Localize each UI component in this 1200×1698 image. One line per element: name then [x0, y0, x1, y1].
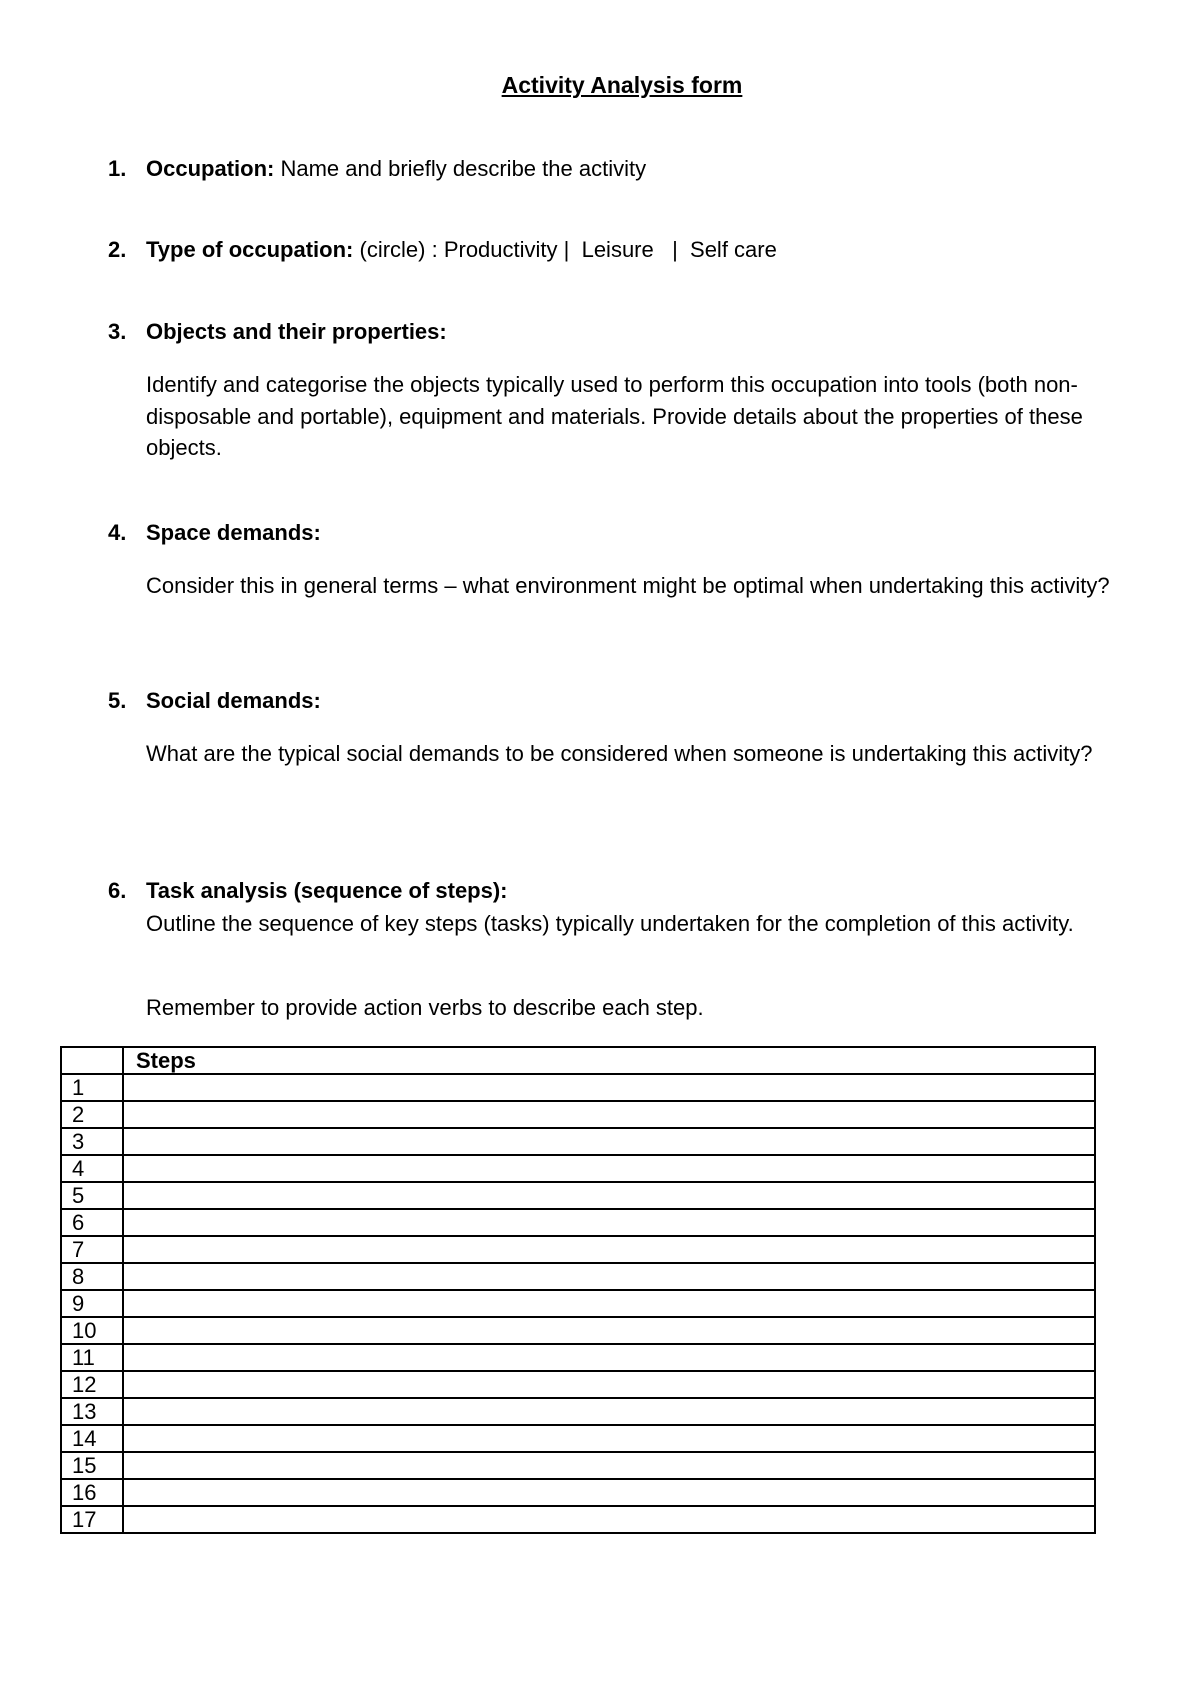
section-heading: Occupation: [146, 156, 275, 181]
table-row [61, 1128, 1095, 1155]
section-heading: Type of occupation: [146, 237, 354, 262]
table-row [61, 1209, 1095, 1236]
step-number-cell: 11 [61, 1344, 123, 1371]
table-row [61, 1425, 1095, 1452]
step-entry-cell[interactable] [123, 1290, 1095, 1317]
step-entry-cell[interactable] [123, 1317, 1095, 1344]
section-number: 5. [108, 688, 127, 713]
section-social-description: What are the typical social demands to be considered when someone is undertaking this activity? [146, 741, 1093, 766]
step-entry-cell[interactable] [123, 1182, 1095, 1209]
step-number-cell: 1 [61, 1074, 123, 1101]
step-number-cell: 13 [61, 1398, 123, 1425]
step-number-cell: 12 [61, 1371, 123, 1398]
section-heading-line [146, 234, 777, 266]
table-row [61, 1317, 1095, 1344]
section-inline-text: Name and briefly describe the activity [280, 156, 647, 181]
section-heading-line [146, 517, 321, 549]
step-number-cell: 3 [61, 1128, 123, 1155]
step-number-cell: 6 [61, 1209, 123, 1236]
section-inline-text: (circle) : Productivity | Leisure | Self care [359, 237, 777, 262]
step-entry-cell[interactable] [123, 1074, 1095, 1101]
step-entry-cell[interactable] [123, 1263, 1095, 1290]
section-heading: Objects and their properties: [146, 319, 447, 344]
section-number: 4. [108, 520, 127, 545]
section-number: 1. [108, 156, 127, 181]
table-header-number-cell [61, 1047, 123, 1074]
table-row [61, 1236, 1095, 1263]
step-entry-cell[interactable] [123, 1425, 1095, 1452]
step-number-cell: 17 [61, 1506, 123, 1533]
steps-table [60, 1046, 1096, 1534]
table-row [61, 1398, 1095, 1425]
step-number-cell: 9 [61, 1290, 123, 1317]
step-entry-cell[interactable] [123, 1236, 1095, 1263]
table-header-row [61, 1047, 1095, 1074]
step-entry-cell[interactable] [123, 1128, 1095, 1155]
table-header-steps: Steps [123, 1047, 1095, 1074]
section-number: 3. [108, 319, 127, 344]
table-row [61, 1182, 1095, 1209]
section-number: 2. [108, 237, 127, 262]
table-row [61, 1155, 1095, 1182]
table-row [61, 1101, 1095, 1128]
step-number-cell: 8 [61, 1263, 123, 1290]
section-heading: Social demands: [146, 688, 321, 713]
step-number-cell: 2 [61, 1101, 123, 1128]
step-number-cell: 14 [61, 1425, 123, 1452]
table-row [61, 1479, 1095, 1506]
step-number-cell: 4 [61, 1155, 123, 1182]
page-title: Activity Analysis form [501, 72, 743, 98]
section-space-description: Consider this in general terms – what environment might be optimal when undertaking this activity? [146, 573, 1110, 598]
section-number: 6. [108, 878, 127, 903]
table-row [61, 1074, 1095, 1101]
step-entry-cell[interactable] [123, 1371, 1095, 1398]
step-entry-cell[interactable] [123, 1479, 1095, 1506]
section-task-description: Outline the sequence of key steps (tasks) typically undertaken for the completion of this activity. [146, 911, 1074, 936]
step-entry-cell[interactable] [123, 1101, 1095, 1128]
section-heading-line [146, 153, 646, 185]
section-heading-line [146, 316, 447, 348]
step-entry-cell[interactable] [123, 1155, 1095, 1182]
step-entry-cell[interactable] [123, 1344, 1095, 1371]
table-row [61, 1344, 1095, 1371]
step-entry-cell[interactable] [123, 1209, 1095, 1236]
section-heading: Task analysis (sequence of steps): [146, 878, 508, 903]
step-entry-cell[interactable] [123, 1452, 1095, 1479]
step-number-cell: 10 [61, 1317, 123, 1344]
steps-table-body [61, 1074, 1095, 1533]
table-row [61, 1263, 1095, 1290]
table-row [61, 1452, 1095, 1479]
table-row [61, 1371, 1095, 1398]
section-task-reminder: Remember to provide action verbs to describe each step. [146, 995, 704, 1020]
section-heading-line [146, 875, 508, 907]
section-heading-line [146, 685, 321, 717]
step-number-cell: 7 [61, 1236, 123, 1263]
step-number-cell: 16 [61, 1479, 123, 1506]
section-objects-description: Identify and categorise the objects typically used to perform this occupation into tools (both non-disposable and portable), equipment and materials. Provide details about the properties of these objects. [146, 372, 1083, 460]
step-entry-cell[interactable] [123, 1506, 1095, 1533]
table-row [61, 1290, 1095, 1317]
step-number-cell: 15 [61, 1452, 123, 1479]
step-entry-cell[interactable] [123, 1398, 1095, 1425]
section-heading: Space demands: [146, 520, 321, 545]
step-number-cell: 5 [61, 1182, 123, 1209]
table-row [61, 1506, 1095, 1533]
